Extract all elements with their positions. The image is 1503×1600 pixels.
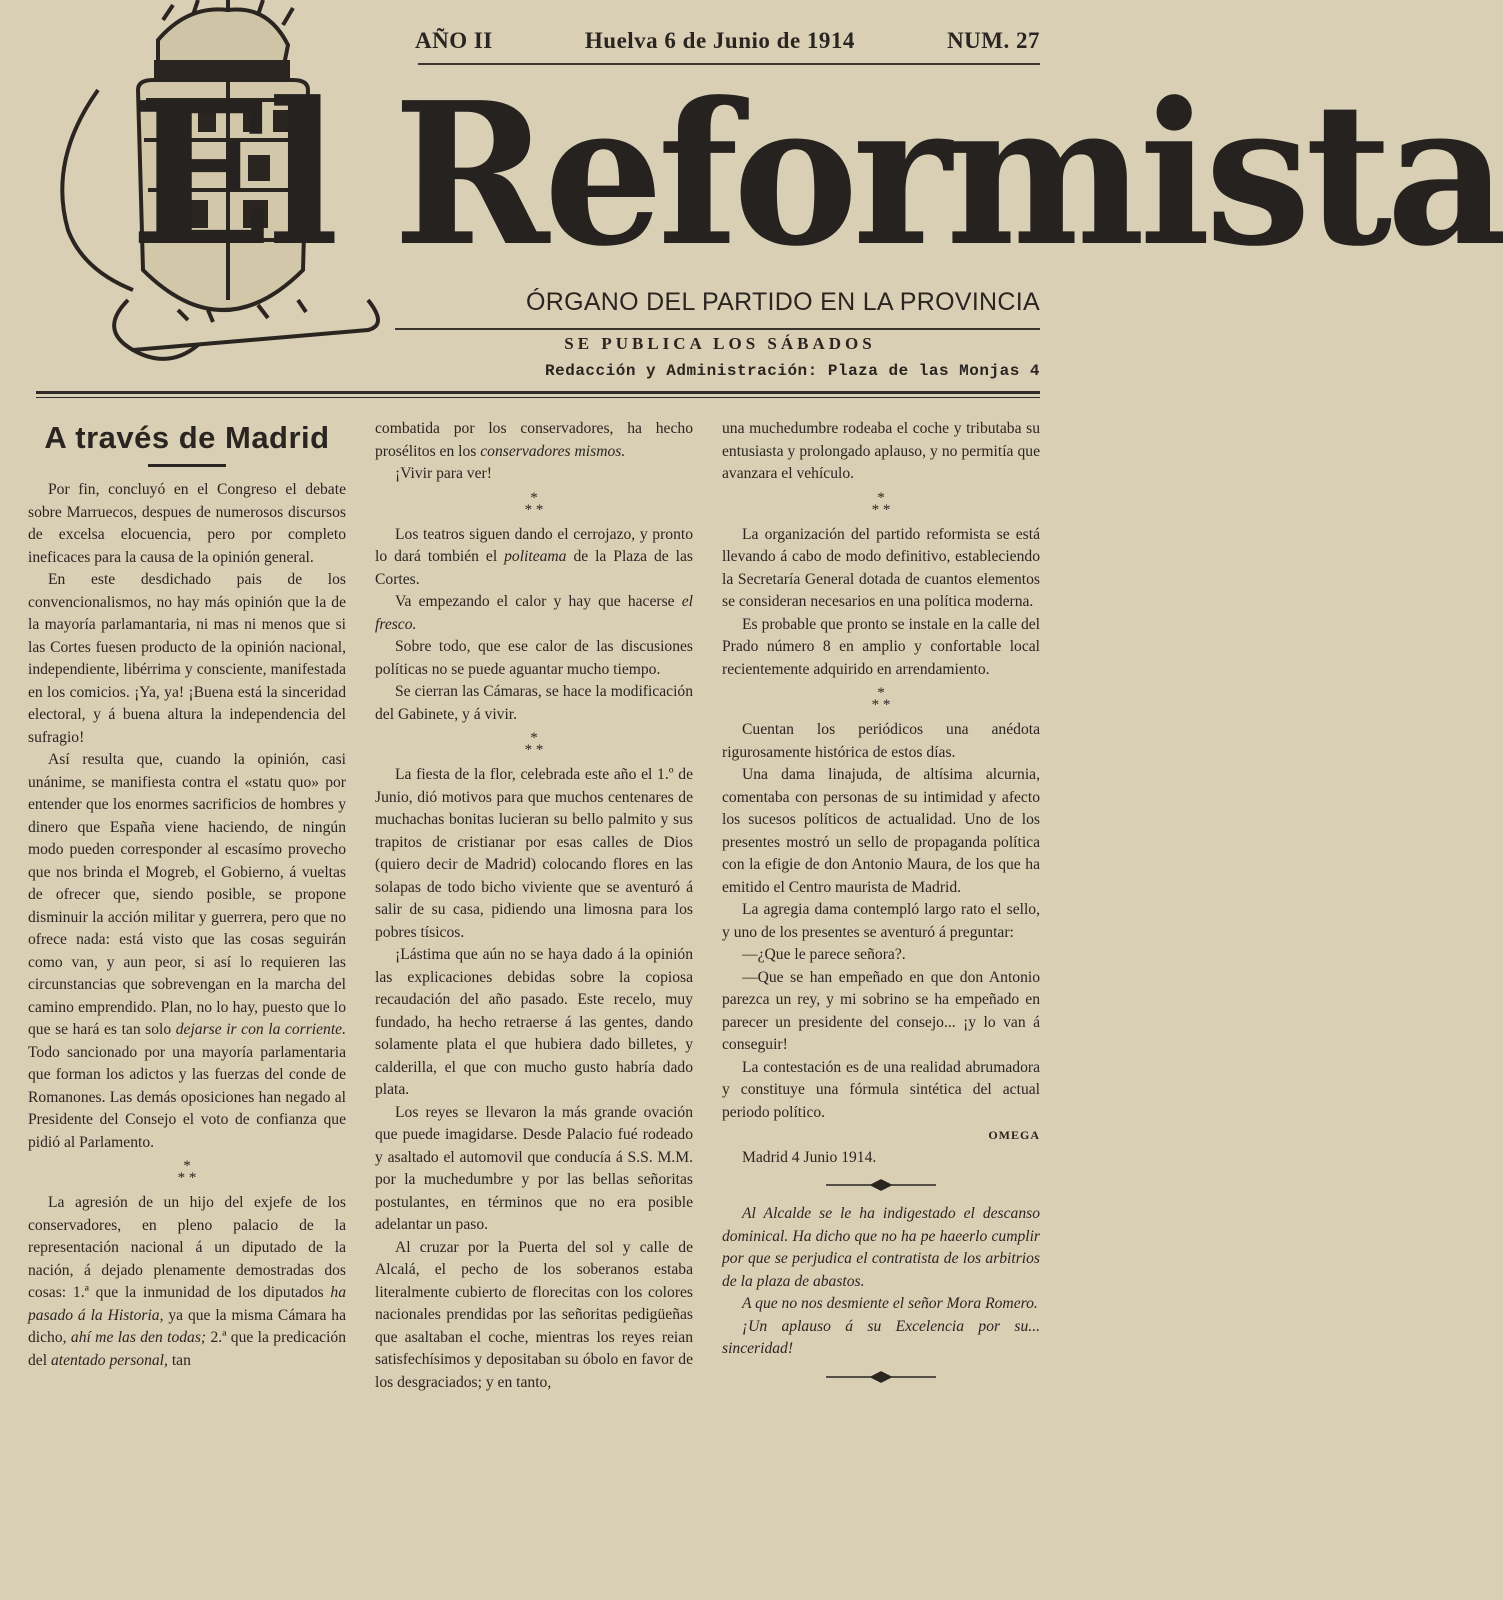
paragraph: Al cruzar por la Puerta del sol y calle de Alcalá, el pecho de los soberanos estaba literalmente cubierto de florecitas con los colores nacionales prendidas por las señoritas pedigüeñas que asaltaban el coche, mientras los reyes reian satisfechísimos y depositaban su óbolo en favor de los desgraciados; y en tanto, — [375, 1238, 693, 1391]
dateline: Madrid 4 Junio 1914. — [742, 1148, 877, 1166]
paragraph: Se cierran las Cámaras, se hace la modificación del Gabinete, y á vivir. — [375, 683, 693, 723]
ornament-rule-icon — [722, 1179, 1040, 1193]
column-1 — [28, 418, 346, 1593]
issue-metadata — [415, 24, 1040, 58]
title-rule — [148, 464, 226, 467]
paragraph: Es probable que pronto se instale en la calle del Prado número 8 en amplio y confortable local recientemente adquirido en arrendamiento. — [722, 615, 1040, 678]
paragraph: Cuentan los periódicos una anédota rigurosamente histórica de estos días. — [722, 721, 1040, 761]
publication-frequency: SE PUBLICA LOS SÁBADOS — [564, 334, 876, 353]
note-paragraph: A que no nos desmiente el señor Mora Romero. — [742, 1295, 1038, 1312]
paragraph: La contestación es de una realidad abrumadora y constituye una fórmula sintética del actual periodo político. — [722, 1058, 1040, 1121]
newspaper-title: El Reformista — [130, 60, 1503, 290]
paragraph: La agresión de un hijo del exjefe de los conservadores, en pleno palacio de la representación nacional á un diputado de la nación, á dejado plenamente demostradas dos cosas: 1.ª que la inmunidad de los diputados ha pasado á la Historia, ya que la misma Cámara ha dicho, ahí me las den todas; 2.ª que la predicación del atentado personal, tan — [28, 1194, 347, 1369]
subtitle-rule — [395, 328, 1040, 330]
issue-year: AÑO II — [415, 28, 493, 53]
note-paragraph: ¡Un aplauso á su Excelencia por su... sinceridad! — [722, 1317, 1040, 1357]
paragraph: una muchedumbre rodeaba el coche y tributaba su entusiasta y prolongado aplauso, y no permitía que avanzara el vehículo. — [722, 420, 1040, 482]
column-3 — [722, 418, 1040, 1593]
article-title: A través de Madrid — [44, 420, 330, 455]
signature: OMEGA — [988, 1128, 1040, 1142]
column-2 — [375, 418, 693, 1593]
paragraph: Los teatros siguen dando el cerrojazo, y pronto lo dará tombién el politeama de la Plaza de las Cortes. — [375, 525, 693, 588]
asterism-icon: * * * — [524, 730, 544, 758]
paragraph: Va empezando el calor y hay que hacerse el fresco. — [375, 593, 694, 633]
paragraph: La organización del partido reformista se está llevando á cabo de modo definitivo, estableciendo la Secretaría General dotada de cuantos elementos se consideran necesarios en una política moderna. — [722, 525, 1040, 610]
paragraph: La agregia dama contempló largo rato el sello, y uno de los presentes se aventuró á preguntar: — [722, 901, 1040, 941]
editorial-address: Redacción y Administración: Plaza de las Monjas 4 — [545, 362, 1040, 380]
paragraph: ¡Lástima que aún no se haya dado á la opinión las explicaciones debidas sobre la copiosa recaudación del año pasado. Este recelo, muy fundado, ha hecho retraerse á las gentes, dando solamente plata el que hubiera dado billetes, y calderilla, el que con mucho gusto habría dado plata. — [375, 946, 693, 1098]
paragraph: Así resulta que, cuando la opinión, casi unánime, se manifiesta contra el «statu quo» por entender que los enormes sacrificios de hombres y dinero que España viene haciendo, de ningún modo pueden corresponder al escasímo provecho que nos brinda el Mogreb, el Gobierno, á vueltas de ofrecer que, siendo posible, se propone disminuir la acción militar y guerrera, pero que no ofrece nada: está visto que las cosas seguirán como van, y aun peor, si así lo requieren las circunstancias que sobrevengan en la marcha del camino emprendido. Plan, no lo hay, puesto que lo que se hará es tan solo dejarse ir con la corriente. Todo sancionado por una mayoría parlamentaria que forman los adictos y las fuerzas del conde de Romanones. Las demás oposiciones han negado al Presidente del Consejo el voto de confianza que pidió al Parlamento. — [28, 751, 346, 1151]
masthead-rule — [36, 391, 1040, 394]
paragraph: ¡Vivir para ver! — [395, 465, 492, 482]
paragraph: combatida por los conservadores, ha hecho prosélitos en los conservadores mismos. — [375, 420, 693, 460]
note-paragraph: Al Alcalde se le ha indigestado el descanso dominical. Ha dicho que no ha pe haeerlo cumplir por que se perjudica el contratista de los arbitrios de la plaza de abastos. — [722, 1205, 1040, 1290]
newspaper-subtitle: ÓRGANO DEL PARTIDO EN LA PROVINCIA — [525, 288, 1040, 316]
issue-number: NUM. 27 — [947, 28, 1040, 53]
ornament-rule-icon — [722, 1371, 1040, 1385]
paragraph: Sobre todo, que ese calor de las discusiones políticas no se puede aguantar mucho tiempo. — [375, 638, 693, 678]
asterism-icon: * * * — [177, 1158, 197, 1186]
paragraph: —¿Que le parece señora?. — [742, 946, 906, 963]
paragraph: —Que se han empeñado en que don Antonio parezca un rey, y mi sobrino se ha empeñado en parecer un presidente del consejo... ¡y lo van á conseguir! — [722, 968, 1040, 1053]
paragraph: Una dama linajuda, de altísima alcurnia, comentaba con personas de su intimidad y afecto los sucesos políticos de actualidad. Uno de los presentes mostró un sello de propaganda política con la efigie de don Antonio Maura, de los que ha emitido el Centro maurista de Madrid. — [722, 766, 1040, 896]
issue-place-date: Huelva 6 de Junio de 1914 — [584, 28, 855, 53]
masthead-rule-thin — [36, 397, 1040, 398]
paragraph: Por fin, concluyó en el Congreso el debate sobre Marruecos, despues de numerosos discursos de excelsa elocuencia, pero por completo ineficaces para la causa de la opinión general. — [28, 481, 346, 566]
asterism-icon: * * * — [871, 685, 891, 713]
paragraph: La fiesta de la flor, celebrada este año el 1.º de Junio, dió motivos para que muchos centenares de muchachas bonitas lucieran su bello palmito y sus trapitos de cristianar por esas calles de Dios (quiero decir de Madrid) colocando flores en las solapas de todo bicho viviente que se aventuró á salir de su casa, pidiendo una limosna para los pobres tísicos. — [375, 766, 693, 941]
asterism-icon: * * * — [524, 489, 544, 518]
paragraph: Los reyes se llevaron la más grande ovación que puede imagidarse. Desde Palacio fué rodeado y asaltado el automovil que conducía á S.S. M.M. por la muchedumbre y por las bellas señoritas postulantes, en términos que no era posible adelantar un paso. — [375, 1103, 693, 1233]
asterism-icon: * * * — [871, 489, 891, 518]
paragraph: En este desdichado pais de los convencionalismos, no hay más opinión que la de la mayoría parlamantaria, ni mas ni menos que si las Cortes fuesen producto de la opinión nacional, independiente, libérrima y consciente, manifestada en los comicios. ¡Ya, ya! ¡Buena está la sinceridad electoral, y á buena altura la independencia del sufragio! — [28, 571, 346, 746]
